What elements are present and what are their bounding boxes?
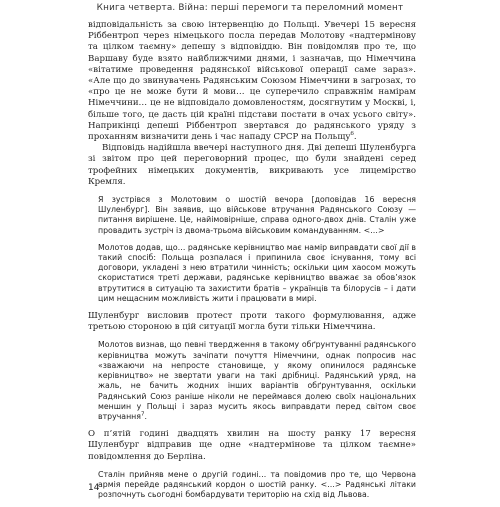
quote-3-end: . [144,411,147,421]
quote-3 [98,340,416,422]
footnote-ref-7: 7 [140,411,145,418]
paragraph-1-text: відповідальність за свою інтервенцію до Польщі. Увечері 15 вересня Ріббентроп через німецького посла передав Молотову «надтермінову та цілком таємну» депешу з відповіддю. Він повідомляв про те, що Варшаву буде взято найближчими днями, і зазначав, що Німеччина «вітатиме проведення радянської військової операції саме зараз». «Але що до звинувачень Радянським Союзом Німеччини в загрозах, то «про це не може бути й мови… це суперечило справжнім намірам Німеччини… це не відповідало домовленостям, досягнутим у Москві, і, більше того, це дасть цій країні підстави постати в очах усього світу». Наприкінці депеші Ріббентроп звертався до радянського уряду з проханням визначити день і час нападу СРСР на Польщу [88,20,416,143]
running-head [0,3,500,13]
text-column [88,20,416,507]
paragraph-1 [88,20,416,143]
quote-4: Сталін прийняв мене о другій годині… та повідомив про те, що Червона армія перейде радянський кордон о шостій ранку. <…> Радянські літаки розпочнуть сьогодні бомбардувати територію на схід від Львова. [98,469,416,500]
paragraph-4: О п’ятій годині двадцять хвилин на шосту ранку 17 вересня Шуленбург відправив ще одне «надтермінове та цілком таємне» повідомлення до Берліна. [88,429,416,462]
quote-3-text: Молотов визнав, що певні твердження в такому обґрунтуванні радянського керівництва можуть зачіпати почуття Німеччини, однак попросив нас «зважаючи на непросте становище, у якому опинилося радянське керівництво» не звертати уваги на такі дрібниці. Радянський уряд, на жаль, не бачить жодних інших варіантів обґрунтування, оскільки Радянський Союз раніше ніколи не переймався долею своїх національних меншин у Польщі і зараз мусить якось виправдати перед світом своє втручання [98,340,416,421]
page-number: 14 [88,483,100,493]
quote-1: Я зустрівся з Молотовим о шостій вечора [доповідав 16 вересня Шуленбург]. Він заявив, що військове втручання Радянського Союзу — питання вирішене. Це, найімовірніше, справа одного-двох днів. Сталін уже провадить зустріч із двома-трьома військовим командуванням. <…> [98,195,416,235]
running-head-book-part: Книга четверта. Війна: [96,3,208,13]
paragraph-3: Шуленбург висловив протест проти такого формулювання, адже третьою стороною в цій ситуації могла бути тільки Німеччина. [88,311,416,333]
paragraph-1-end: . [353,132,357,143]
footnote-ref-6: 6 [350,131,354,138]
running-head-chapter: перші перемоги та переломний момент [210,3,404,13]
paragraph-2: Відповідь надійшла ввечері наступного дня. Дві депеші Шуленбурга зі звітом про цей переговорний процес, що були знайдені серед трофейних німецьких документів, викривають усе лицемірство Кремля. [88,143,416,187]
quote-2: Молотов додав, що… радянське керівництво має намір виправдати свої дії в такий спосіб: Польща розпалася і припинила своє існування, тому всі договори, укладені з нею втратили чинність; оскільки цим хаосом можуть скористатися треті держави, радянське керівництво вважає за обов’язок втрутитися в ситуацію та захистити братів – українців та білорусів – і дати цим нещасним можливість жити і працювати в мирі. [98,242,416,303]
